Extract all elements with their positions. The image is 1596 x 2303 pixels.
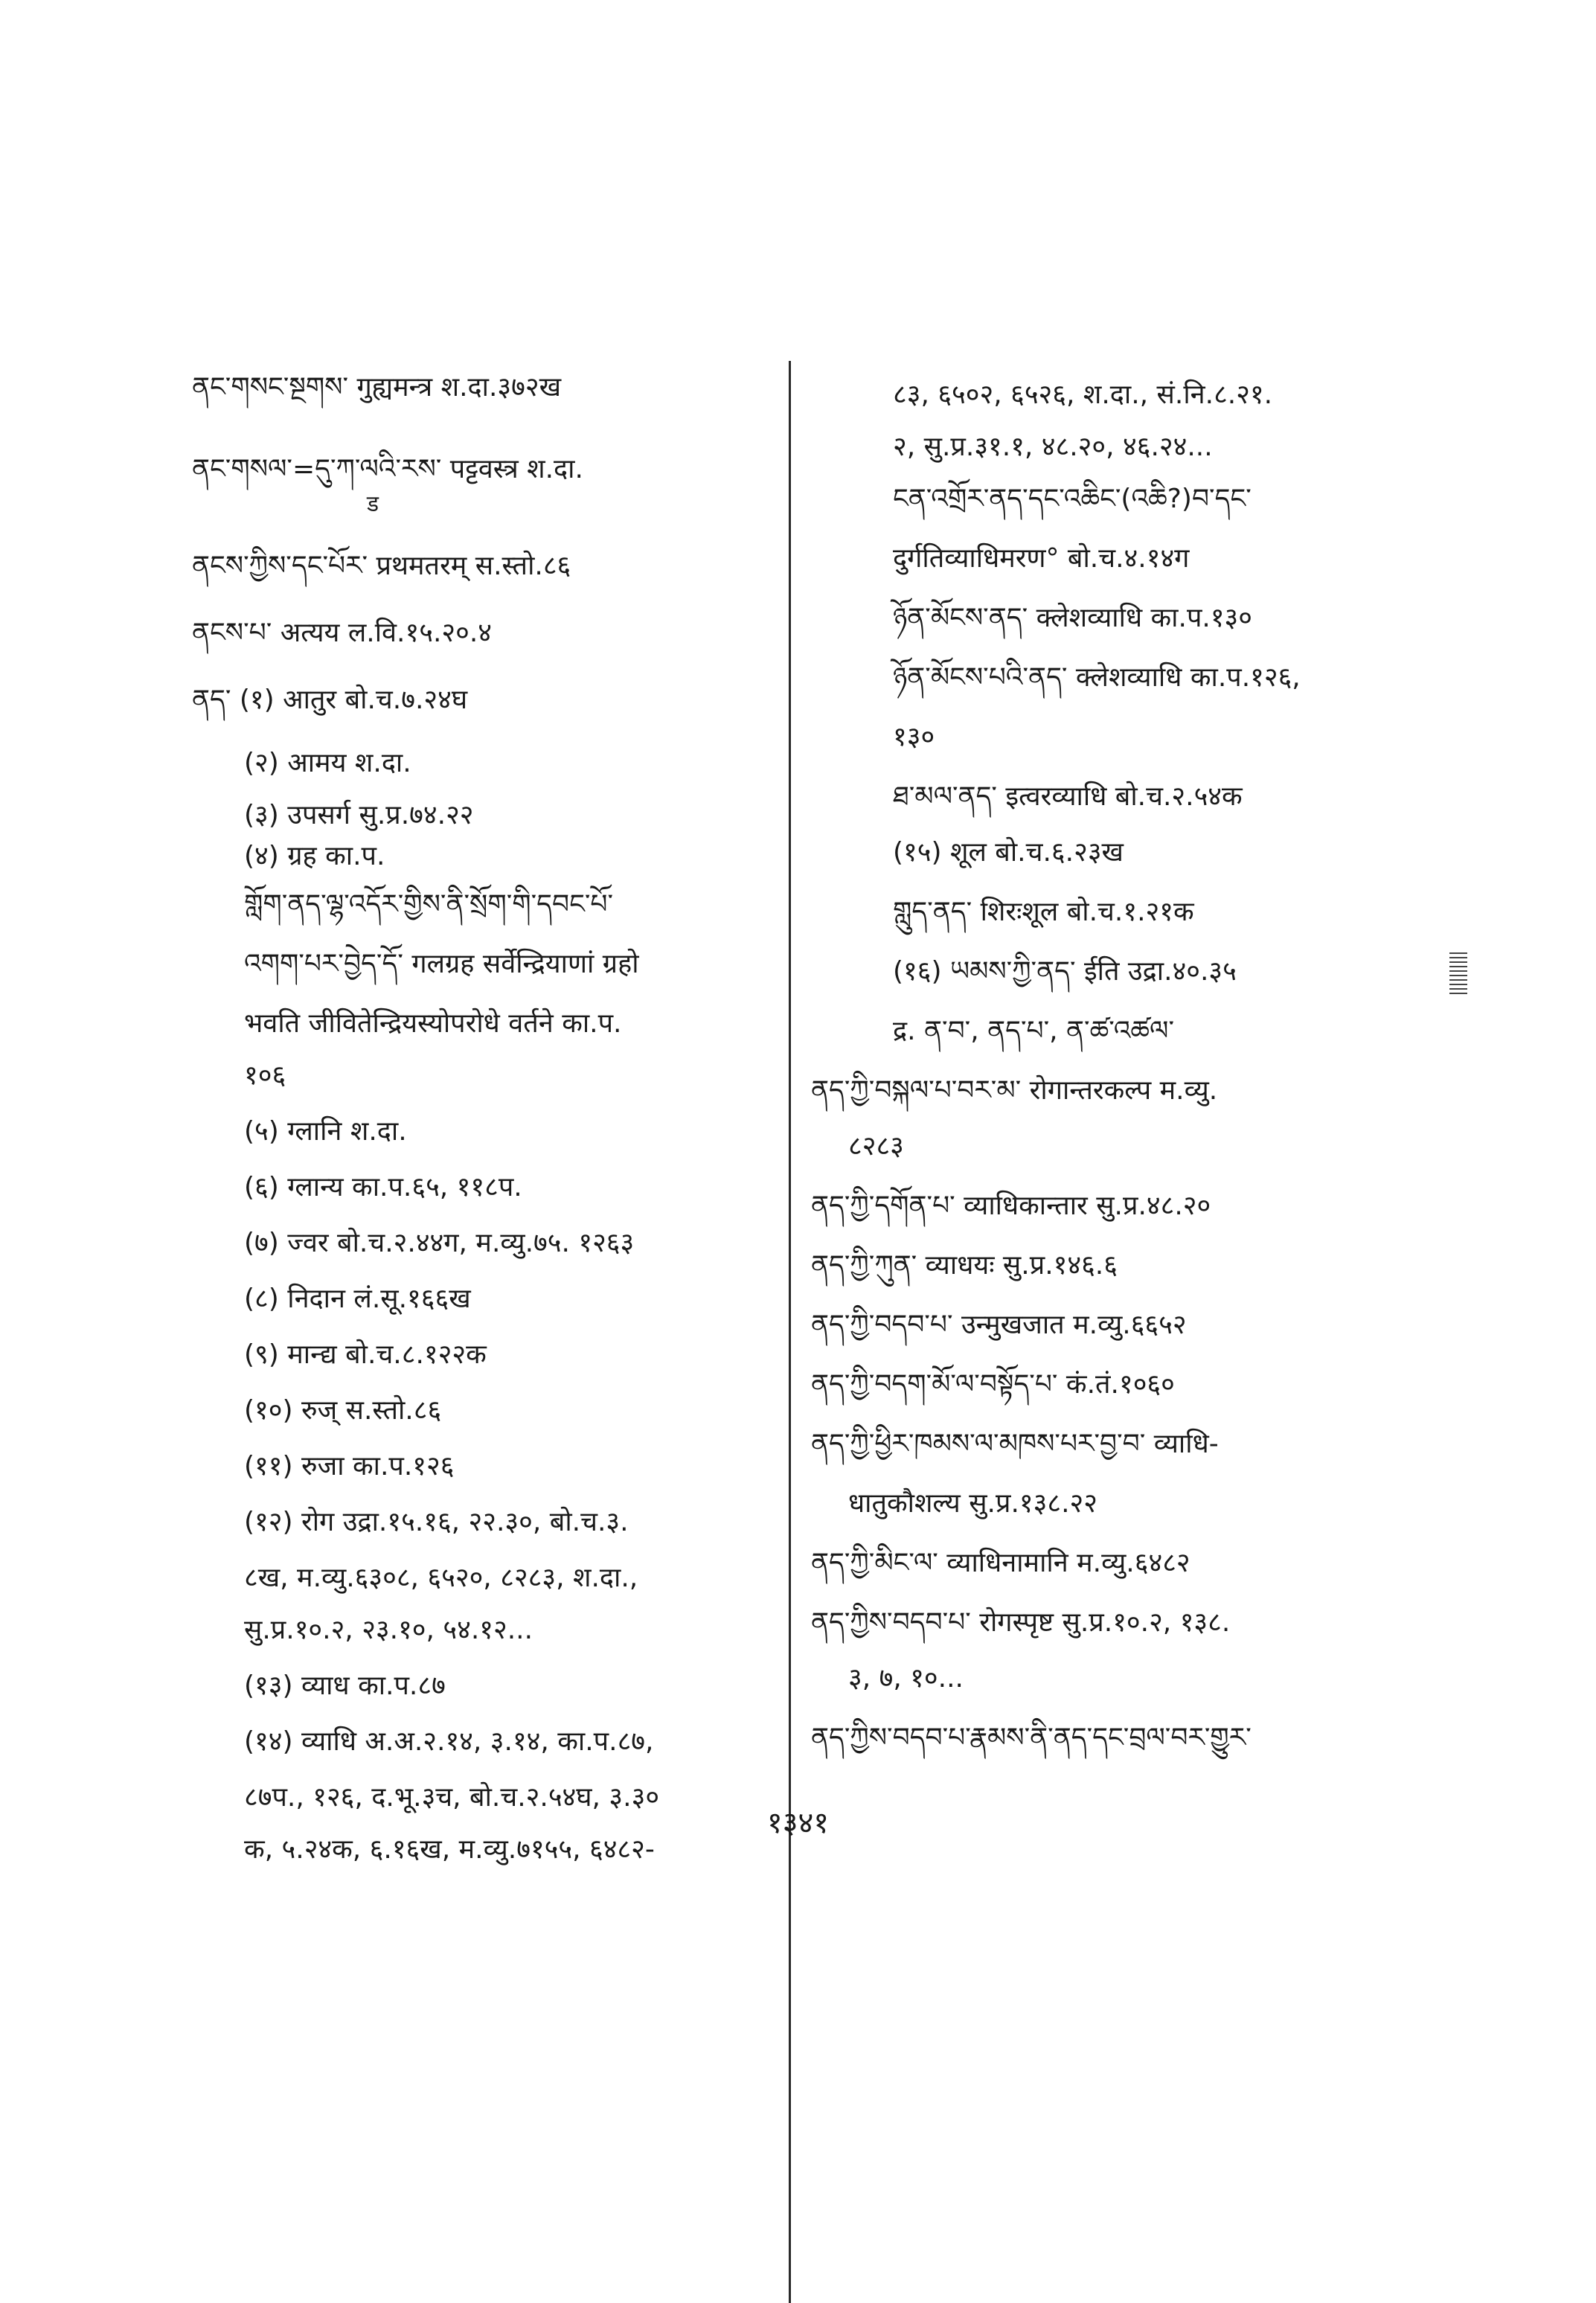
entry-line: ནང་གསལ་=དུ་ཀ་ལའི་རས་ पट्टवस्त्र श.दा. [192,454,583,484]
entry-line: ནད་ཀྱི་ཕྱིར་ཁམས་ལ་མཁས་པར་བྱ་བ་ व्याधि- [811,1429,1219,1459]
entry-line: (१३) व्याध का.प.८७ [244,1671,446,1701]
entry-line: ཐ་མལ་ནད་ इत्वरव्याधि बो.च.२.५४क [893,781,1243,812]
entry-line: ནད་ཀྱི་ཀུན་ व्याधयः सु.प्र.१४६.६ [811,1250,1118,1281]
entry-line: ནད་ཀྱི་དགོན་པ་ व्याधिकान्तार सु.प्र.४८.२० [811,1191,1211,1221]
entry-line: (४) ग्रह का.प. [244,841,385,871]
entry-line: (५) ग्लानि श.दा. [244,1116,407,1147]
entry-line: धातुकौशल्य सु.प्र.१३८.२२ [848,1488,1097,1519]
entry-line: २, सु.प्र.३१.१, ४८.२०, ४६.२४... [893,432,1213,462]
entry-line: ནངས་ཀྱིས་དང་པོར་ प्रथमतरम् स.स्तो.८६ [192,551,571,581]
entry-line: (७) ज्वर बो.च.२.४४ग, म.व्यु.७५. १२६३ [244,1228,635,1258]
entry-line: ८ख, म.व्यु.६३०८, ६५२०, ८२८३, श.दा., [244,1563,638,1593]
entry-line: भवति जीवितेन्द्रियस्योपरोधे वर्तने का.प. [244,1008,622,1039]
entry-line: (९) मान्द्य बो.च.८.१२२क [244,1339,487,1370]
entry-line: ནད་ཀྱིས་བདབ་པ་ रोगस्पृष्ट सु.प्र.१०.२, १३८. [811,1607,1231,1638]
entry-line: १३० [893,722,935,752]
entry-line: ནངས་པ་ अत्यय ल.वि.१५.२०.४ [192,618,492,648]
entry-line: दुर्गतिव्याधिमरण° बो.च.४.१४ग [893,543,1190,574]
entry-line: (६) ग्लान्य का.प.६५, ११८प. [244,1172,522,1202]
entry-line: ནད་ཀྱིས་བདབ་པ་རྣམས་ནི་ནད་དང་བྲལ་བར་གྱུར་ [811,1723,1252,1753]
entry-line: (१०) रुज् स.स्तो.८६ [244,1395,442,1426]
stray-mark: ड [367,491,379,517]
entry-line: (११) रुजा का.प.१२६ [244,1451,455,1482]
entry-line: ཉོན་མོངས་ནད་ क्लेशव्याधि का.प.१३० [893,603,1252,633]
margin-tick-marks [1449,952,1467,997]
entry-line: ནད་ཀྱི་བདག་མོ་ལ་བསྟོད་པ་ कं.तं.१०६० [811,1369,1175,1400]
entry-line: ३, ७, १०... [848,1663,964,1694]
page-number: १३४१ [766,1806,830,1840]
column-divider [789,361,791,2303]
entry-line: क, ५.२४क, ६.१६ख, म.व्यु.७१५५, ६४८२- [244,1834,655,1865]
entry-line: ཉོན་མོངས་པའི་ནད་ क्लेशव्याधि का.प.१२६, [893,662,1301,693]
entry-line: ८२८३ [848,1131,904,1162]
entry-line: ནད་ (१) आतुर बो.च.७.२४घ [192,685,468,715]
entry-line: ནད་ཀྱི་བདབ་པ་ उन्मुखजात म.व्यु.६६५२ [811,1310,1187,1340]
entry-line: (३) उपसर्ग सु.प्र.७४.२२ [244,800,474,830]
entry-line: ནང་གསང་སྔགས་ गुह्यमन्त्र श.दा.३७२ख [192,372,562,403]
entry-line: འགག་པར་བྱེད་དོ་ गलग्रह सर्वेन्द्रियाणां ग्रहो [244,949,639,979]
entry-line: ངན་འགྲོར་ནད་དང་འཆིང་(འཆི?)བ་དང་ [893,484,1252,514]
entry-line: ८३, ६५०२, ६५२६, श.दा., सं.नि.८.२१. [893,379,1273,410]
entry-line: द्र. ན་བ་, ནད་པ་, ན་ཚ་འཚལ་ [893,1016,1175,1046]
entry-line: (१६) ཡམས་ཀྱི་ནད་ ईति उद्रा.४०.३५ [893,956,1237,987]
entry-line: ནད་ཀྱི་བསྐལ་པ་བར་མ་ रोगान्तरकल्प म.व्यु. [811,1075,1218,1106]
entry-line: १०६ [244,1060,286,1091]
entry-line: གླུད་ནད་ शिरःशूल बो.च.१.२१क [893,897,1194,927]
entry-line: ནད་ཀྱི་མིང་ལ་ व्याधिनामानि म.व्यु.६४८२ [811,1548,1190,1578]
entry-line: (१४) व्याधि अ.अ.२.१४, ३.१४, का.प.८७, [244,1726,654,1757]
entry-line: (२) आमय श.दा. [244,748,411,778]
entry-line: सु.प्र.१०.२, २३.१०, ५४.१२... [244,1615,533,1645]
entry-line: ८७प., १२६, द.भू.३च, बो.च.२.५४घ, ३.३० [244,1782,660,1813]
entry-line: (१५) शूल बो.च.६.२३ख [893,837,1124,868]
entry-line: (८) निदान लं.सू.१६६ख [244,1284,471,1314]
entry-line: གློག་ནད་ལྷ་འདོར་གྱིས་ནི་སྲོག་གི་དབང་པོ་ [244,889,614,920]
entry-line: (१२) रोग उद्रा.१५.१६, २२.३०, बो.च.३. [244,1507,629,1537]
